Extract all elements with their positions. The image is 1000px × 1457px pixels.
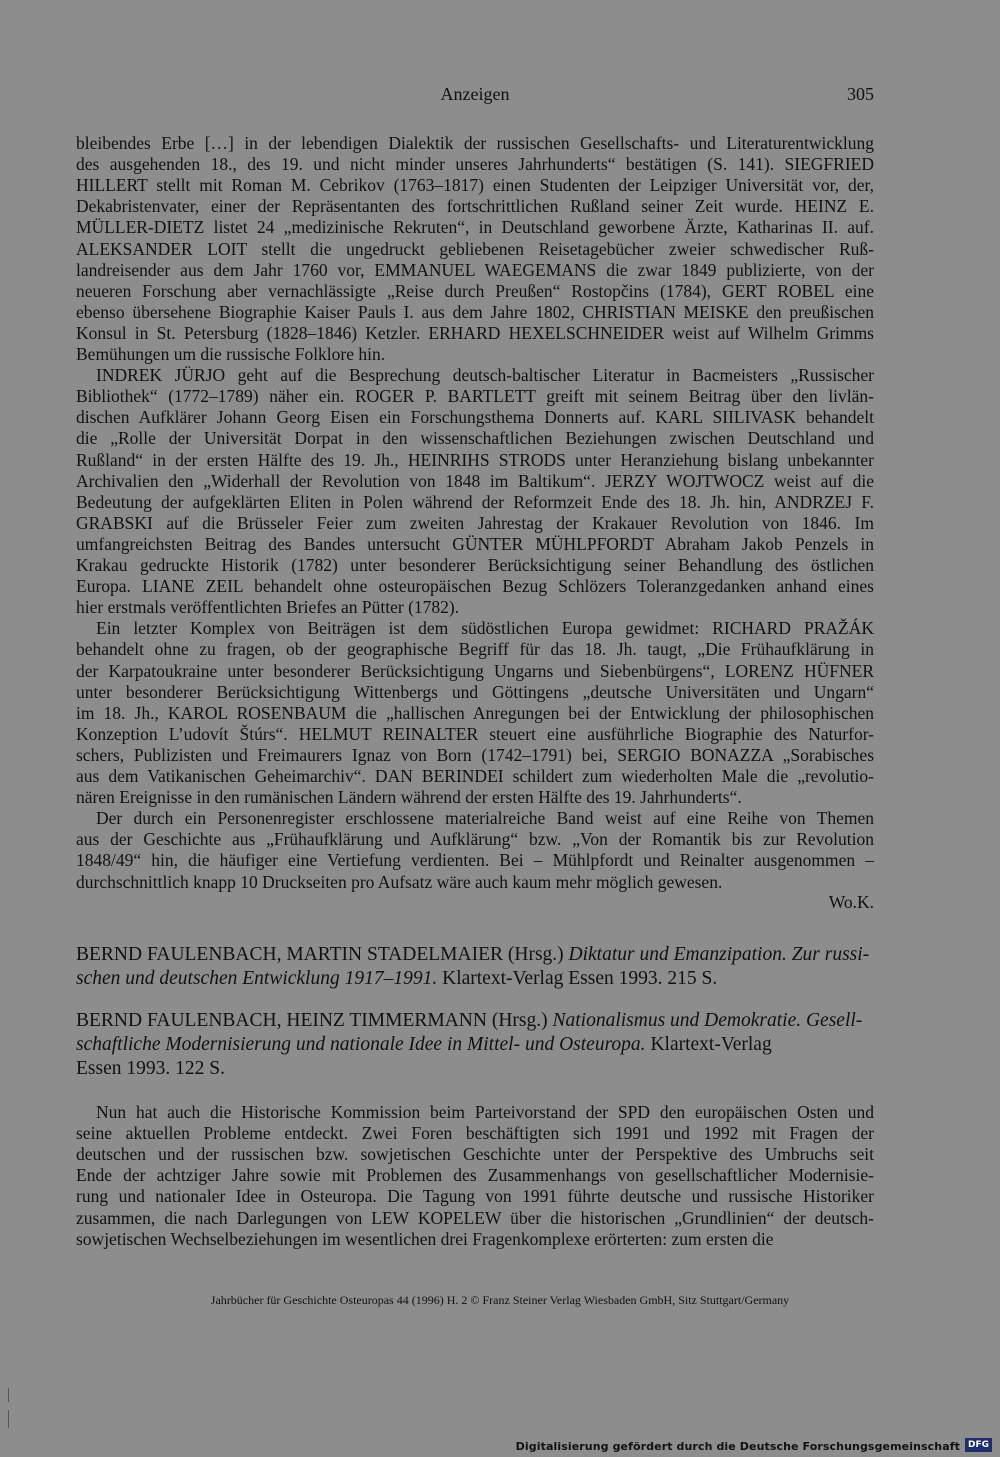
text-line: behandelt ohne zu fragen, ob der geographische Begriff für das 18. Jh. taugt, „Die Frühaufklärung in (76, 639, 874, 660)
text-line: aus dem Vatikanischen Geheimarchiv“. DAN BERINDEI schildert zum wiederholten Male die „revolutio- (76, 766, 874, 786)
text-line: ALEKSANDER LOIT stellt die ungedruckt gebliebenen Reisetagebücher zweier schwedischer Ruß- (76, 238, 874, 259)
text-line: HILLERT stellt mit Roman M. Cebrikov (1763–1817) einen Studenten der Leipziger Universität vor, der, (76, 175, 874, 196)
page-number: 305 (847, 84, 874, 104)
dfg-credit-text: Digitalisierung gefördert durch die Deutsche Forschungsgemeinschaft (515, 1440, 960, 1453)
text-line: neueren Forschung aber vernachlässigte „Reise durch Preußen“ Rostopčins (1784), GERT ROBEL eine (76, 280, 874, 301)
text-line: landreisender aus dem Jahr 1760 vor, EMMANUEL WAEGEMANS die zwar 1849 publizierte, von der (76, 259, 874, 280)
reference-entry (76, 1009, 874, 1033)
text-line: Krakau gedruckte Historik (1782) unter besonderer Berücksichtigung seiner Behandlung des östlichen (76, 555, 874, 575)
margin-mark (8, 1388, 9, 1402)
journal-footer: Jahrbücher für Geschichte Osteuropas 44 (1996) H. 2 © Franz Steiner Verlag Wiesbaden GmbH, Sitz Stuttgart/Germany (210, 1293, 790, 1307)
ref-authors: BERND FAULENBACH, HEINZ TIMMERMANN (76, 1010, 487, 1031)
text-line: durchschnittlich knapp 10 Druckseiten pro Aufsatz wäre auch kaum mehr möglich gewesen. (76, 871, 723, 892)
text-line: Konsul in St. Petersburg (1828–1846) Ketzler. ERHARD HEXELSCHNEIDER weist auf Wilhelm Grimms (76, 322, 874, 343)
running-title: Anzeigen (440, 84, 510, 104)
text-line: bleibendes Erbe […] in der lebendigen Dialektik der russischen Gesellschafts- und Literaturentwicklung (76, 133, 874, 153)
reference-entry (76, 1057, 874, 1081)
text-line: umfangreichsten Beitrag des Bandes untersucht GÜNTER MÜHLPFORDT Abraham Jakob Penzels in (76, 533, 874, 554)
reference-entry (76, 1033, 874, 1057)
text-line: zusammen, die nach Darlegungen von LEW KOPELEW über die historischen „Grundlinien“ der deutsch- (76, 1207, 874, 1228)
text-line: ebenso übersehene Biographie Kaiser Pauls I. aus dem Jahre 1802, CHRISTIAN MEISKE den preußischen (76, 301, 874, 322)
text-line: INDREK JÜRJO geht auf die Besprechung deutsch-baltischer Literatur in Bacmeisters „Russischer (96, 365, 874, 386)
text-line: die „Rolle der Universität Dorpat in den wissenschaftlichen Beziehungen zwischen Deutschland und (76, 428, 874, 449)
ref-title: schaftliche Modernisierung und nationale Idee in Mittel- und Osteuropa. (76, 1034, 646, 1055)
ref-publisher: Klartext-Verlag Essen 1993. 215 S. (442, 968, 718, 989)
reference-entry (76, 967, 874, 991)
ref-editor-mark: (Hrsg.) (491, 1010, 548, 1031)
text-line: hier erstmals veröffentlichten Briefes an Pütter (1782). (76, 597, 460, 618)
margin-mark (8, 1410, 9, 1428)
text-line: Europa. LIANE ZEIL behandelt ohne osteuropäischen Bezug Schlözers Toleranzgedanken anhand eines (76, 576, 874, 597)
ref-publisher: Essen 1993. 122 S. (76, 1058, 225, 1079)
text-line: MÜLLER-DIETZ listet 24 „medizinische Rekruten“, in Deutschland geworbene Ärzte, Katharinas II. auf. (76, 217, 874, 238)
text-line: Nun hat auch die Historische Kommission beim Parteivorstand der SPD den europäischen Osten und (96, 1102, 874, 1122)
text-line: aus der Geschichte aus „Frühaufklärung und Aufklärung“ bzw. „Von der Romantik bis zur Revolution (76, 829, 874, 850)
text-line: unter besonderer Berücksichtigung Wittenbergs und Göttingens „deutsche Universitäten und Ungarn“ (76, 681, 874, 702)
dfg-logo-icon: DFG (965, 1438, 992, 1452)
text-line: deutschen und der russischen bzw. sowjetischen Geschichte unter der Perspektive des Umbruchs seit (76, 1144, 874, 1165)
page-header (76, 84, 874, 110)
text-line: Ende der achtziger Jahre sowie mit Problemen des Zusammenhangs von gesellschaftlicher Modernisie- (76, 1165, 874, 1186)
text-line: der Karpatoukraine unter besonderer Berücksichtigung Ungarns und Siebenbürgens“, LORENZ HÜFNER (76, 660, 874, 681)
text-line: seine aktuellen Probleme entdeckt. Zwei Foren beschäftigten sich 1991 und 1992 mit Fragen der (76, 1123, 874, 1144)
text-line: Bibliothek“ (1772–1789) näher ein. ROGER P. BARTLETT greift mit seinem Beitrag über den livlän- (76, 386, 874, 407)
reviewer-signature: Wo.K. (828, 892, 874, 912)
text-line: 1848/49“ hin, die häufiger eine Vertiefung verdienten. Bei – Mühlpfordt und Reinalter ausgenommen – (76, 850, 874, 871)
text-line: Rußland“ in der ersten Hälfte des 19. Jh., HEINRIHS STRODS unter Heranziehung bislang unbekannter (76, 449, 874, 470)
text-line: nären Ereignisse in den rumänischen Ländern während der ersten Hälfte des 19. Jahrhunderts“. (76, 787, 742, 808)
text-line: rung und nationaler Idee in Osteuropa. Die Tagung von 1991 führte deutsche und russische Historiker (76, 1186, 874, 1207)
ref-publisher: Klartext-Verlag (650, 1034, 772, 1055)
dfg-credit-bar (0, 1432, 1000, 1457)
text-line: Ein letzter Komplex von Beiträgen ist dem südöstlichen Europa gewidmet: RICHARD PRAŽÁK (96, 618, 874, 639)
ref-editor-mark: (Hrsg.) (507, 944, 564, 965)
text-line: des ausgehenden 18., des 19. und nicht minder unseres Jahrhunderts“ bestätigen (S. 141). SIEGFRIED (76, 154, 874, 175)
text-line: Der durch ein Personenregister erschlossene materialreiche Band weist auf eine Reihe von Themen (96, 808, 874, 829)
ref-authors: BERND FAULENBACH, MARTIN STADELMAIER (76, 944, 503, 965)
text-line: dischen Aufklärer Johann Georg Eisen ein Forschungsthema Donnerts auf. KARL SIILIVASK behandelt (76, 407, 874, 428)
ref-title: Diktatur und Emanzipation. Zur russi- (568, 944, 870, 965)
ref-title: Nationalismus und Demokratie. Gesell- (552, 1010, 863, 1031)
text-line: schers, Publizisten und Freimaurers Ignaz von Born (1742–1791) bei, SERGIO BONAZZA „Sorabisches (76, 744, 874, 765)
text-line: Dekabristenvater, einer der Repräsentanten des fortschrittlichen Rußland seiner Zeit wurde. HEINZ E. (76, 196, 874, 217)
reference-entry (76, 943, 874, 967)
text-line: sowjetischen Wechselbeziehungen im wesentlichen drei Fragenkomplexe erörterten: zum ersten die (76, 1228, 774, 1249)
text-line: Konzeption L’udovít Štúrs“. HELMUT REINALTER steuert eine ausführliche Biographie des Naturfor- (76, 723, 874, 744)
text-line: GRABSKI auf die Brüsseler Feier zum zweiten Jahrestag der Krakauer Revolution von 1846. Im (76, 512, 874, 533)
ref-title: schen und deutschen Entwicklung 1917–1991. (76, 968, 438, 989)
text-line: Bedeutung der aufgeklärten Eliten in Polen während der Reformzeit Ende des 18. Jh. hin, ANDRZEJ F. (76, 491, 874, 512)
text-line: im 18. Jh., KAROL ROSENBAUM die „hallischen Anregungen bei der Entwicklung der philosophischen (76, 702, 874, 723)
text-line: Bemühungen um die russische Folklore hin. (76, 344, 386, 364)
text-line: Archivalien den „Widerhall der Revolution von 1848 im Baltikum“. JERZY WOJTWOCZ weist auf die (76, 470, 874, 491)
